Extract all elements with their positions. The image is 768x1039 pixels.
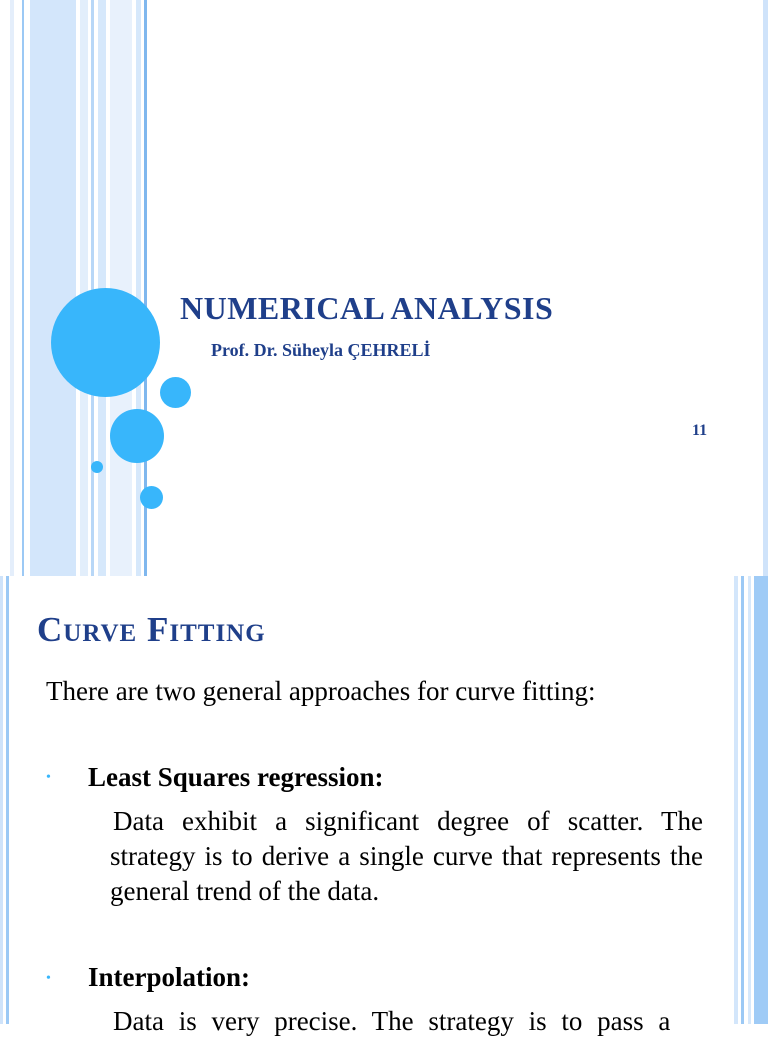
- decorative-stripe: [741, 576, 744, 1024]
- intro-text: There are two general approaches for curve fitting:: [46, 676, 596, 706]
- bullet-icon: •: [46, 770, 51, 785]
- decorative-stripe: [22, 0, 24, 576]
- decorative-circle-small: [160, 377, 191, 408]
- decorative-stripe: [6, 576, 9, 1024]
- bullet-icon: •: [46, 971, 51, 986]
- author-name: Prof. Dr. Süheyla ÇEHRELİ: [211, 340, 431, 360]
- decorative-stripe: [30, 0, 76, 576]
- decorative-circle-large: [51, 288, 160, 397]
- decorative-stripe: [734, 576, 738, 1024]
- decorative-stripe: [0, 576, 3, 1024]
- slide-number: 11: [692, 422, 708, 439]
- bullet-heading: Interpolation:: [88, 962, 250, 992]
- bullet-heading: Least Squares regression:: [88, 762, 384, 792]
- decorative-circle-small: [140, 486, 163, 509]
- bullet-body: Data is very precise. The strategy is to pass a: [113, 1006, 671, 1036]
- decorative-stripe: [754, 576, 768, 1024]
- decorative-stripe: [10, 0, 14, 576]
- bullet-body: Data exhibit a significant degree of scatter. The strategy is to derive a single curve that represents the general trend of the data.: [110, 806, 703, 906]
- section-title: Curve Fitting: [37, 610, 266, 649]
- decorative-circle-tiny: [91, 461, 103, 473]
- decorative-circle-medium: [110, 409, 164, 463]
- decorative-stripe: [80, 0, 88, 576]
- decorative-stripe: [136, 0, 141, 576]
- decorative-stripe: [763, 0, 768, 576]
- decorative-stripe: [748, 576, 751, 1024]
- decorative-stripe: [91, 0, 94, 576]
- slide-title: NUMERICAL ANALYSIS: [180, 290, 554, 326]
